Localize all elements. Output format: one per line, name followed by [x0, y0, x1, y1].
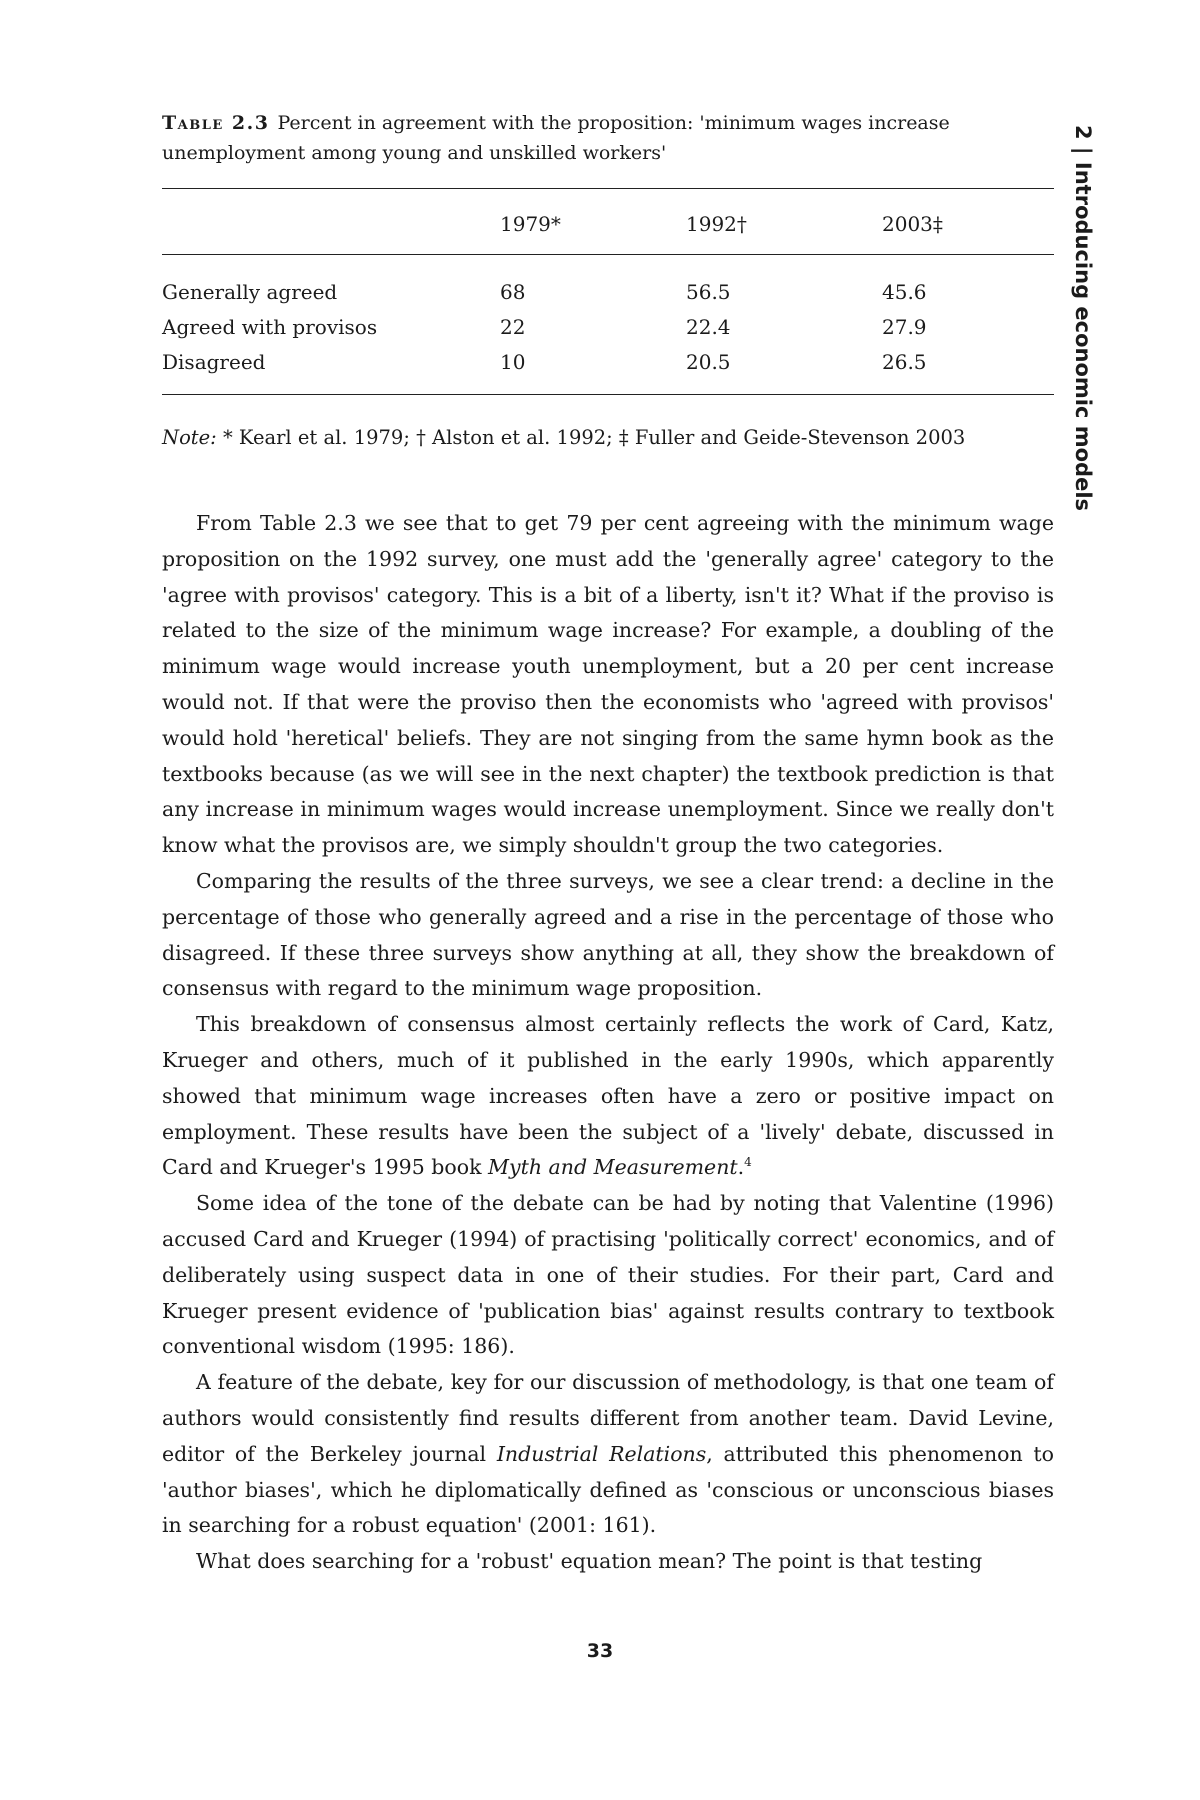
table-cell: 27.9	[882, 315, 927, 339]
book-title: Myth and Measurement	[488, 1155, 738, 1180]
note-text: * Kearl et al. 1979; † Alston et al. 1992; ‡ Fuller and Geide-Stevenson 2003	[216, 426, 966, 449]
page-number: 33	[586, 1640, 614, 1662]
table-header-row	[162, 212, 1054, 248]
paragraph	[162, 1007, 1054, 1186]
table-header-rule	[162, 254, 1054, 255]
paragraph	[162, 1365, 1054, 1544]
running-head: 2 | Introducing economic models	[1071, 125, 1095, 512]
table-note	[162, 426, 965, 449]
table-cell: 45.6	[882, 280, 927, 304]
table-cell: 26.5	[882, 350, 927, 374]
journal-title: Industrial Relations	[496, 1441, 707, 1466]
table-label: Table 2.3	[162, 112, 270, 134]
table-cell: 22	[500, 315, 526, 339]
table-caption	[162, 108, 1052, 168]
table-cell: 20.5	[686, 350, 731, 374]
row-label: Agreed with provisos	[162, 315, 378, 339]
row-label: Disagreed	[162, 350, 266, 374]
paragraph-text: A feature of the debate, key for our discussion of methodology, is that one team of authors would consistently find results different from another team. David Levine, editor of the Berkeley journal	[162, 1370, 1054, 1466]
table-caption-text: Percent in agreement with the proposition: 'minimum wages increase unemployment among young and unskilled workers'	[162, 112, 950, 164]
footnote-marker: 4	[744, 1155, 752, 1170]
table-cell: 68	[500, 280, 526, 304]
table-cell: 22.4	[686, 315, 731, 339]
table-row	[162, 350, 1054, 386]
column-header-2003: 2003‡	[882, 212, 943, 236]
table-row	[162, 280, 1054, 316]
paragraph-text: This breakdown of consensus almost certainly reflects the work of Card, Katz, Krueger and others, much of it published in the early 1990s, which apparently showed that minimum wage increases often have a zero or positive impact on employment. These results have been the subject of a 'lively' debate, discussed in Card and Krueger's 1995 book	[162, 1012, 1054, 1180]
paragraph-text: , attributed this phenomenon to 'author biases', which he diplomatically defined as 'conscious or unconscious biases in searching for a robust equation' (2001: 161).	[162, 1441, 1054, 1538]
note-label: Note:	[162, 426, 217, 449]
paragraph: From Table 2.3 we see that to get 79 per cent agreeing with the minimum wage proposition on the 1992 survey, one must add the 'generally agree' category to the 'agree with provisos' category. This is a bit of a liberty, isn't it? What if the proviso is related to the size of the minimum wage increase? For example, a doubling of the minimum wage would increase youth unemployment, but a 20 per cent increase would not. If that were the proviso then the economists who 'agreed with provisos' would hold 'heretical' beliefs. They are not singing from the same hymn book as the textbooks because (as we will see in the next chapter) the textbook prediction is that any increase in minimum wages would increase unemployment. Since we really don't know what the provisos are, we simply shouldn't group the two categories.	[162, 511, 1054, 858]
column-header-1979: 1979*	[500, 212, 561, 236]
column-header-1992: 1992†	[686, 212, 747, 236]
paragraph-text: .	[737, 1155, 745, 1180]
paragraph: Some idea of the tone of the debate can be had by noting that Valentine (1996) accused Card and Krueger (1994) of practising 'politically correct' economics, and of deliberately using suspect data in one of their studies. For their part, Card and Krueger present evidence of 'publication bias' against results contrary to textbook conventional wisdom (1995: 186).	[162, 1191, 1054, 1359]
table-cell: 10	[500, 350, 526, 374]
table-cell: 56.5	[686, 280, 731, 304]
paragraph: What does searching for a 'robust' equation mean? The point is that testing	[196, 1549, 983, 1574]
table-row	[162, 315, 1054, 351]
table-bottom-rule	[162, 394, 1054, 395]
row-label: Generally agreed	[162, 280, 338, 304]
paragraph: Comparing the results of the three surveys, we see a clear trend: a decline in the percentage of those who generally agreed and a rise in the percentage of those who disagreed. If these three surveys show anything at all, they show the breakdown of consensus with regard to the minimum wage proposition.	[162, 868, 1054, 1001]
table-top-rule	[162, 188, 1054, 189]
body-text	[162, 506, 1054, 1580]
